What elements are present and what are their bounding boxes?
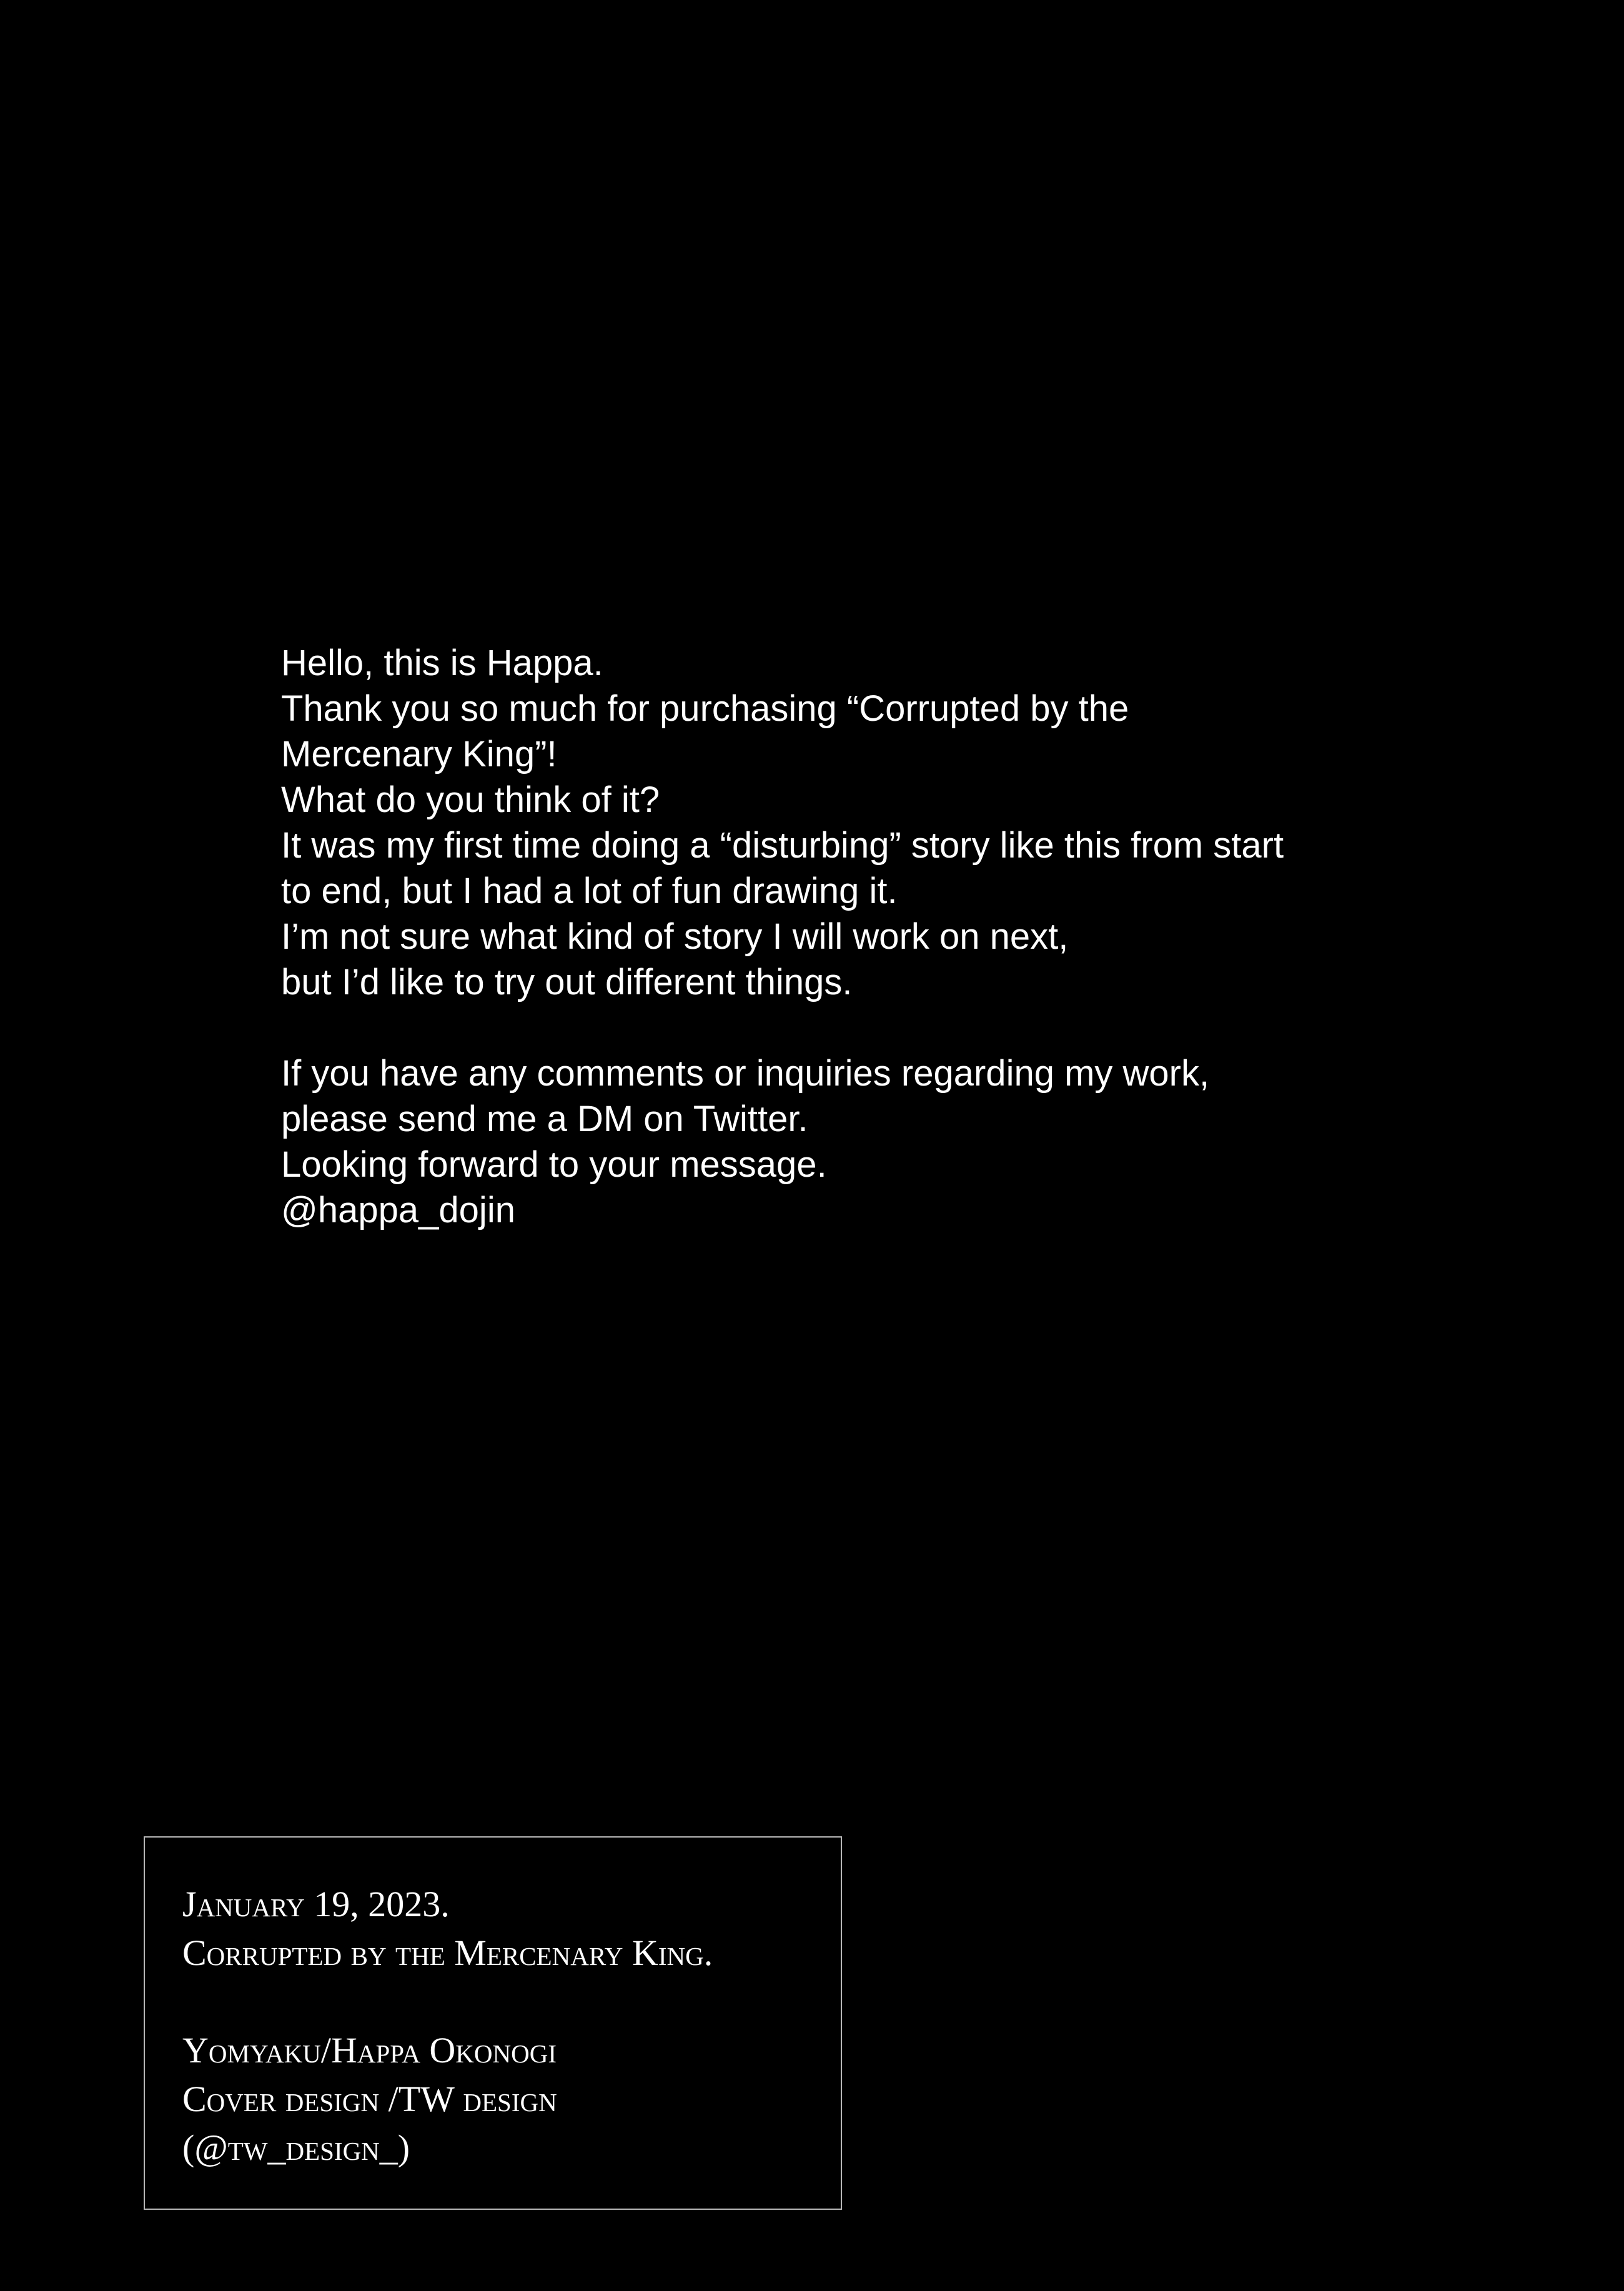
afterword-line: It was my first time doing a “disturbing” story like this from start [281, 825, 1284, 866]
afterword-line: but I’d like to try out different things. [281, 962, 853, 1002]
afterword-text [281, 640, 1468, 1233]
author-credit: Yomyaku/Happa Okonogi [182, 2030, 557, 2071]
publication-date: January 19, 2023. [182, 1884, 450, 1924]
afterword-line: Mercenary King”! [281, 734, 557, 774]
afterword-line: I’m not sure what kind of story I will work on next, [281, 916, 1069, 957]
afterword-line: If you have any comments or inquiries regarding my work, [281, 1053, 1210, 1094]
designer-handle: (@tw_design_) [182, 2127, 410, 2168]
paragraph-spacer [281, 1005, 1468, 1051]
afterword-line: Thank you so much for purchasing “Corrupted by the [281, 688, 1129, 729]
twitter-handle: @happa_dojin [281, 1190, 515, 1230]
book-title: Corrupted by the Mercenary King. [182, 1932, 713, 1973]
afterword-line: to end, but I had a lot of fun drawing it. [281, 871, 898, 911]
afterword-line: Hello, this is Happa. [281, 643, 603, 683]
afterword-line: please send me a DM on Twitter. [281, 1099, 808, 1139]
colophon-box [144, 1836, 842, 2210]
cover-design-credit: Cover design /TW design [182, 2079, 557, 2119]
afterword-line: Looking forward to your message. [281, 1144, 827, 1185]
colophon-spacer [182, 1977, 841, 2026]
afterword-line: What do you think of it? [281, 779, 660, 820]
